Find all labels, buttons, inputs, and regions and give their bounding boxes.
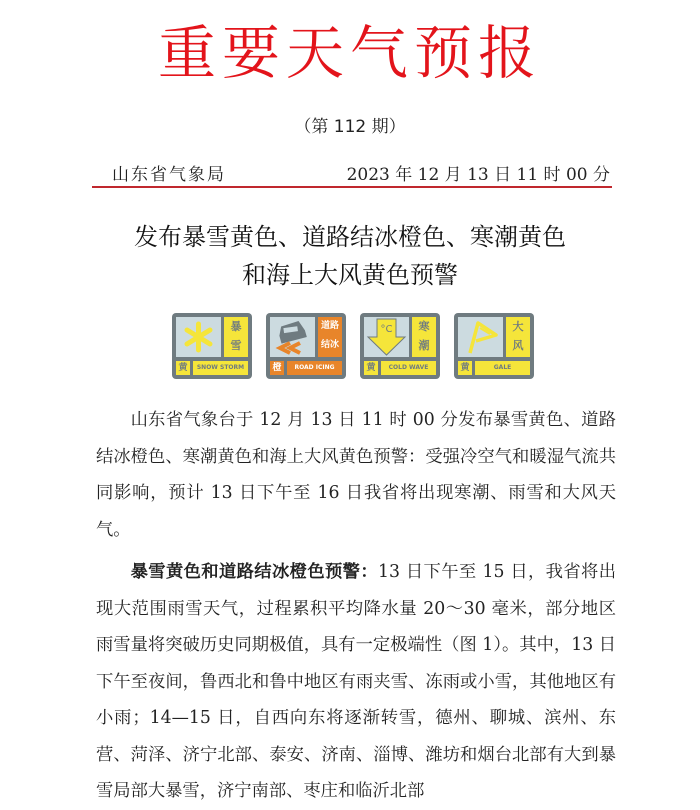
- warning-signs: [172, 313, 534, 379]
- svg-text:°C: °C: [380, 324, 393, 335]
- paragraph-lead: 暴雪黄色和道路结冰橙色预警：: [130, 562, 379, 582]
- masthead-title: 重要天气预报: [157, 19, 542, 87]
- temperature-drop-arrow-icon: [364, 317, 409, 357]
- sign-level: 黄: [176, 361, 190, 375]
- headline-line-2: 和海上大风黄色预警: [242, 261, 458, 289]
- sign-english: GALE: [475, 361, 530, 375]
- red-divider: [92, 186, 612, 188]
- warning-sign-gale: [454, 313, 534, 379]
- sign-english: ROAD ICING: [287, 361, 342, 375]
- headline-line-1: 发布暴雪黄色、道路结冰橙色、寒潮黄色: [134, 223, 566, 251]
- paragraph-snowstorm-road-icing: 暴雪黄色和道路结冰橙色预警：13 日下午至 15 日，我省将出现大范围雨雪天气，过程累积平均降水量 20～30 毫米，部分地区雨雪量将突破历史同期极值，具有一定极端性（图 1）。其中，13 日下午至夜间，鲁西北和鲁中地区有雨夹雪、冻雨或小雪，其他地区有小雨；14—15 日，自西向东将逐渐转雪，德州、聊城、滨州、东营、菏泽、济宁北部、泰安、济南、淄博、潍坊和烟台北部有大到暴雪局部大暴雪，济宁南部、枣庄和临沂北部: [96, 562, 616, 801]
- paragraph-intro: 山东省气象台于 12 月 13 日 11 时 00 分发布暴雪黄色、道路结冰橙色、寒潮黄色和海上大风黄色预警：受强冷空气和暖湿气流共同影响，预计 13 日下午至 16 日我省将出现寒潮、雨雪和大风天气。: [96, 410, 616, 540]
- sign-name: 道路 结冰: [318, 317, 342, 357]
- sign-english: SNOW STORM: [193, 361, 248, 375]
- headline: [0, 218, 700, 294]
- sign-name: 寒 潮: [412, 317, 436, 357]
- issue-number: （第 112 期）: [294, 117, 406, 137]
- sign-level: 橙: [270, 361, 284, 375]
- snowflake-icon: [176, 317, 221, 357]
- wind-flag-icon: [458, 317, 503, 357]
- sign-name: 暴 雪: [224, 317, 248, 357]
- warning-sign-cold-wave: [360, 313, 440, 379]
- warning-sign-road-icing: [266, 313, 346, 379]
- issuing-agency: 山东省气象局: [112, 165, 226, 185]
- skidding-car-icon: [270, 317, 315, 357]
- warning-sign-snowstorm: [172, 313, 252, 379]
- sign-english: COLD WAVE: [381, 361, 436, 375]
- sign-name: 大 风: [506, 317, 530, 357]
- issue-datetime: 2023 年 12 月 13 日 11 时 00 分: [346, 165, 610, 185]
- sign-level: 黄: [458, 361, 472, 375]
- body-text: [96, 402, 616, 810]
- sign-level: 黄: [364, 361, 378, 375]
